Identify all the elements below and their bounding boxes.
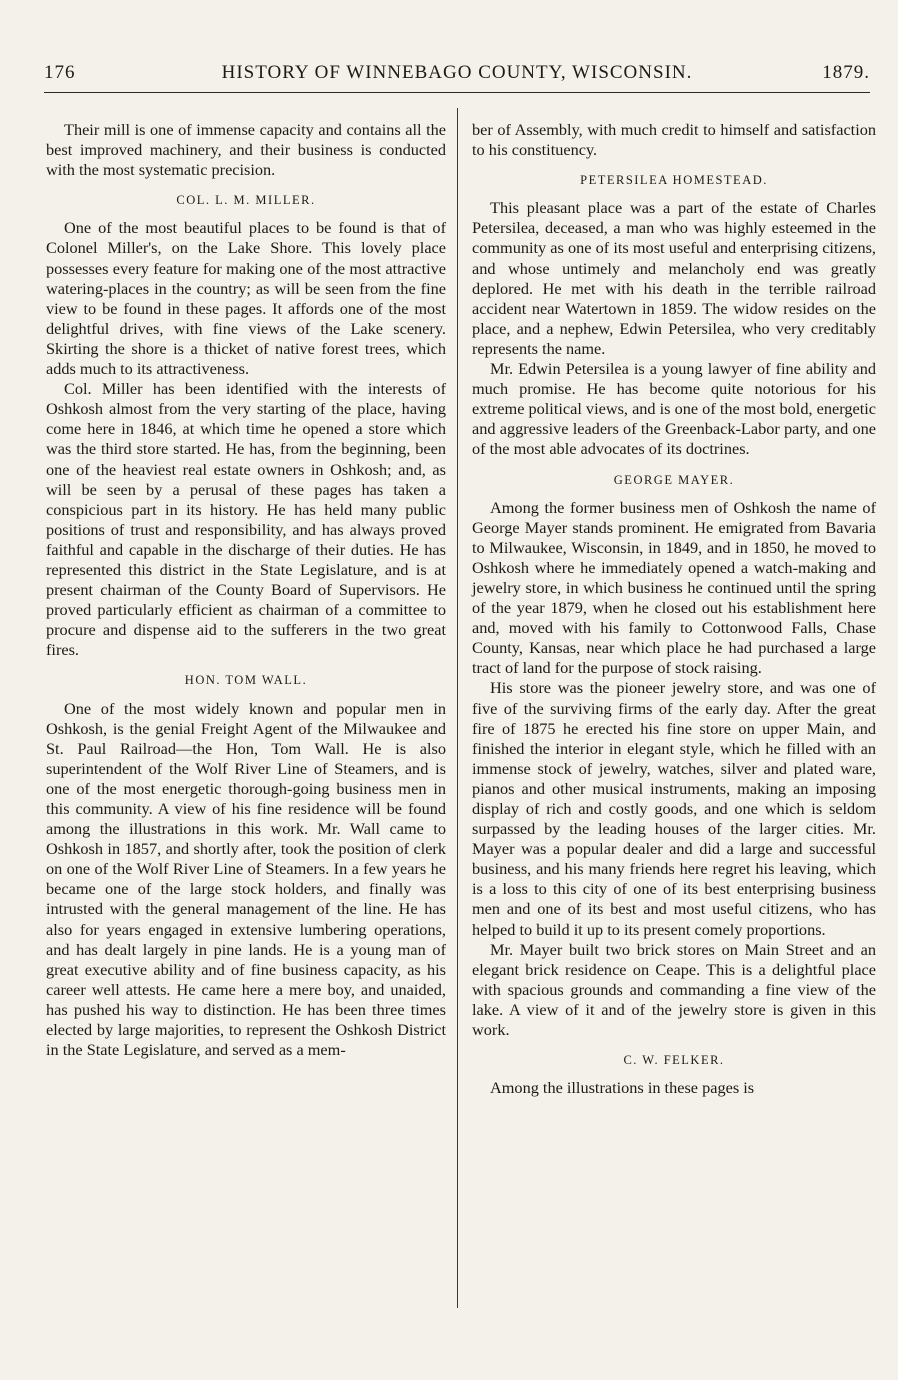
right-column: [472, 120, 876, 1098]
paragraph: His store was the pioneer jewelry store, and was one of five of the surviving firms of the early day. After the great fire of 1875 he erected his fine store on upper Main, and finished the interior in elegant style, which he filled with an immense stock of jewelry, watches, silver and plated ware, pianos and other musical instruments, making an imposing display of rich and costly goods, and one which is seldom surpassed by the leading houses of the larger cities. Mr. Mayer was a popular dealer and did a large and successful business, and his many friends here regret his leaving, which is a loss to this city of one of its best enterprising business men and one of its best and most useful citizens, who has helped to build it up to its present comely proportions.: [472, 678, 876, 939]
header-year: 1879.: [822, 62, 870, 83]
section-heading-mayer: GEORGE MAYER.: [613, 472, 735, 487]
header-rule: [44, 92, 870, 93]
paragraph: One of the most beautiful places to be found is that of Colonel Miller's, on the Lake Shore. This lovely place possesses every feature for making one of the most attractive watering-places in the country; as will be seen from the fine view to be found in these pages. It affords one of the most delightful drives, with fine views of the Lake scenery. Skirting the shore is a thicket of native forest trees, which adds much to its attractiveness.: [46, 218, 446, 379]
paragraph: Mr. Edwin Petersilea is a young lawyer of fine ability and much promise. He has become quite notorious for his extreme political views, and is one of the most bold, energetic and aggressive leaders of the Greenback-Labor party, and one of the most able advocates of its doctrines.: [472, 359, 876, 459]
paragraph: This pleasant place was a part of the estate of Charles Petersilea, deceased, a man who was highly esteemed in the community as one of its most useful and enterprising citizens, and whose untimely and melancholy end was greatly deplored. He met with his death in the terrible railroad accident near Watertown in 1859. The widow resides on the place, and a nephew, Edwin Petersilea, who very creditably represents the name.: [472, 198, 876, 358]
section-heading-miller: COL. L. M. MILLER.: [176, 193, 316, 208]
paragraph: Their mill is one of immense capacity and contains all the best improved machinery, and their business is conducted with the most systematic precision.: [46, 120, 446, 180]
paragraph: One of the most widely known and popular men in Oshkosh, is the genial Freight Agent of the Milwaukee and St. Paul Railroad—the Hon, Tom Wall. He is also superintendent of the Wolf River Line of Steamers, and is one of the most energetic thorough-going business men in this community. A view of his fine residence will be found among the illustrations in this work. Mr. Wall came to Oshkosh in 1857, and shortly after, took the position of clerk on one of the Wolf River Line of Steamers. In a few years he became one of the large stock holders, and finally was intrusted with the general management of the line. He has also for years engaged in extensive lumbering operations, and has dealt largely in pine lands. He is a young man of great executive ability and of fine business capacity, as his career well attests. He came here a mere boy, and unaided, has pushed his way to distinction. He has been three times elected by large majorities, to represent the Oshkosh District in the State Legislature, and served as a mem-: [46, 698, 446, 1060]
section-heading-wall: HON. TOM WALL.: [184, 673, 308, 688]
paragraph: Col. Miller has been identified with the interests of Oshkosh almost from the very starting of the place, having come here in 1846, at which time he opened a store which was the third store started. He has, from the beginning, been one of the heaviest real estate owners in Oshkosh; and, as will be seen by a perusal of these pages has taken a conspicious part in its history. He has held many public positions of trust and responsibility, and has always proved faithful and capable in the discharge of their duties. He has represented this district in the State Legislature, and is at present chairman of the County Board of Supervisors. He proved particularly efficient as chairman of a committee to procure and dispense aid to the sufferers in the two great fires.: [46, 379, 446, 660]
column-divider: [457, 108, 458, 1308]
paragraph: Mr. Mayer built two brick stores on Main Street and an elegant brick residence on Ceape. This is a delightful place with spacious grounds and commanding a fine view of the lake. A view of it and of the jewelry store is given in this work.: [472, 939, 876, 1040]
page-header: [44, 60, 870, 88]
section-heading-felker: C. W. FELKER.: [623, 1053, 725, 1068]
paragraph: Among the former business men of Oshkosh the name of George Mayer stands prominent. He emigrated from Bavaria to Milwaukee, Wisconsin, in 1849, and in 1850, he moved to Oshkosh where he immediately opened a watch-making and jewelry store, in which business he continued until the spring of the year 1879, when he closed out his establishment here and, moved with his family to Cottonwood Falls, Chase County, Kansas, near which place he had purchased a large tract of land for the purpose of stock raising.: [472, 497, 876, 678]
paragraph: ber of Assembly, with much credit to himself and satisfaction to his constituency.: [472, 120, 876, 160]
left-column: [46, 120, 446, 1060]
section-heading-petersilea: PETERSILEA HOMESTEAD.: [580, 173, 768, 188]
running-title: HISTORY OF WINNEBAGO COUNTY, WISCONSIN.: [221, 62, 693, 83]
page-number: 176: [44, 62, 76, 83]
paragraph: Among the illustrations in these pages is: [490, 1078, 755, 1098]
